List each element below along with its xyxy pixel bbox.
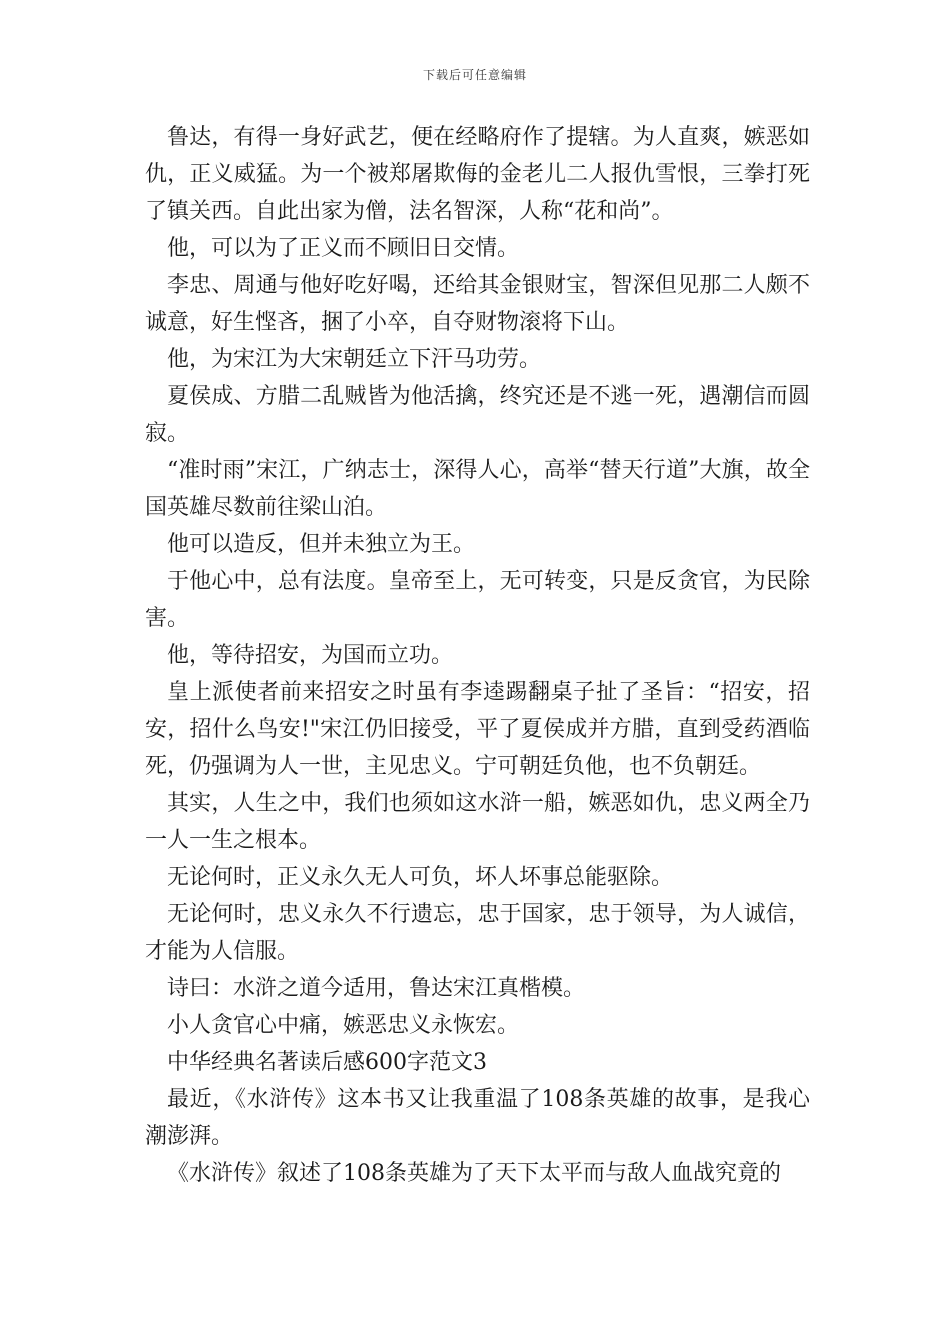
paragraph-17: 最近，《水浒传》这本书又让我重温了108条英雄的故事，是我心潮澎湃。 <box>145 1087 810 1149</box>
paragraph-8: 于他心中，总有法度。皇帝至上，无可转变，只是反贪官，为民除害。 <box>145 569 810 631</box>
paragraph-10: 皇上派使者前来招安之时虽有李逵踢翻桌子扯了圣旨：“招安，招安，招什么鸟安!"宋江仍旧接受，平了夏侯成并方腊，直到受药酒临死，仍强调为人一世，主见忠义。宁可朝廷负他，也不负朝廷。 <box>145 680 810 779</box>
document-body <box>145 119 810 1192</box>
paragraph-13: 无论何时，忠义永久不行遗忘，忠于国家，忠于领导，为人诚信，才能为人信服。 <box>145 902 810 964</box>
paragraph-1: 鲁达，有得一身好武艺，便在经略府作了提辖。为人直爽，嫉恶如仇，正义威猛。为一个被郑屠欺侮的金老儿二人报仇雪恨，三拳打死了镇关西。自此出家为僧，法名智深，人称“花和尚”。 <box>145 125 810 224</box>
paragraph-3: 李忠、周通与他好吃好喝，还给其金银财宝，智深但见那二人颇不诚意，好生悭吝，捆了小卒，自夺财物滚将下山。 <box>145 273 810 335</box>
paragraph-2: 他，可以为了正义而不顾旧日交情。 <box>167 236 520 261</box>
paragraph-4: 他，为宋江为大宋朝廷立下汗马功劳。 <box>167 347 542 372</box>
paragraph-6: “准时雨”宋江，广纳志士，深得人心，高举“替天行道”大旗，故全国英雄尽数前往梁山泊。 <box>145 458 810 520</box>
paragraph-9: 他，等待招安，为国而立功。 <box>167 643 454 668</box>
paragraph-5: 夏侯成、方腊二乱贼皆为他活擒，终究还是不逃一死，遇潮信而圆寂。 <box>145 384 810 446</box>
paragraph-11: 其实，人生之中，我们也须如这水浒一船，嫉恶如仇，忠义两全乃一人一生之根本。 <box>145 791 810 853</box>
page-header: 下载后可任意编辑 <box>422 68 527 82</box>
section-heading: 中华经典名著读后感600字范文3 <box>167 1050 487 1075</box>
paragraph-14: 诗曰：水浒之道今适用，鲁达宋江真楷模。 <box>167 976 586 1001</box>
paragraph-15: 小人贪官心中痛，嫉恶忠义永恢宏。 <box>167 1013 520 1038</box>
paragraph-18: 《水浒传》叙述了108条英雄为了天下太平而与敌人血战究竟的 <box>167 1161 781 1186</box>
paragraph-12: 无论何时，正义永久无人可负，坏人坏事总能驱除。 <box>167 865 674 890</box>
paragraph-7: 他可以造反，但并未独立为王。 <box>167 532 476 557</box>
